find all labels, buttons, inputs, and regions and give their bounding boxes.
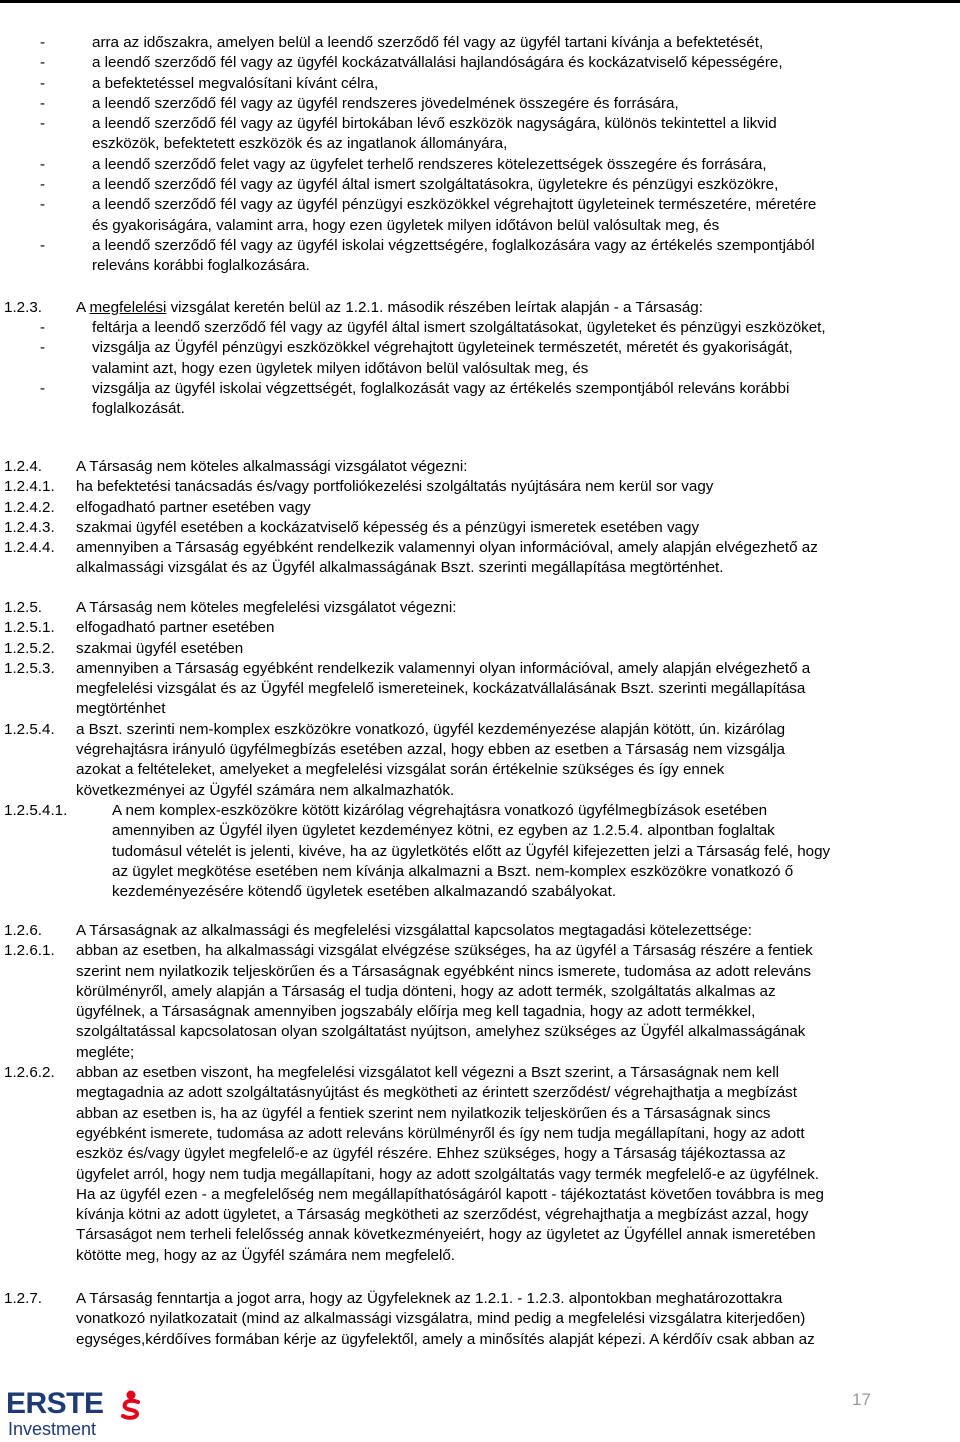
paragraph-line: megfelelési vizsgálat és az Ügyfél megfelelő ismereteinek, kockázatvállalásának Bszt. szerinti megállapítása xyxy=(76,680,806,698)
section-number: 1.2.4. xyxy=(4,458,42,475)
section-number: 1.2.4.4. xyxy=(4,539,55,557)
section-number: 1.2.5.1. xyxy=(4,619,55,637)
heading-post: vizsgálat keretén belül az 1.2.1. második részében leírtak alapján - a Társaság: xyxy=(166,299,703,316)
paragraph-line: körülményről, amely alapján a Társaság el tudja dönteni, hogy az adott termék, szolgáltatás alkalmas az xyxy=(76,982,776,1000)
section-number: 1.2.5.4. xyxy=(4,720,55,738)
numbered-paragraph xyxy=(0,941,950,1063)
dash-list-item xyxy=(0,53,950,73)
list-item-text: valamint azt, hogy ezen ügyletek milyen időtávon belül valósultak meg, és xyxy=(92,359,589,377)
paragraph-line: szolgáltatással kapcsolatosan olyan szolgáltatást nyújtson, amelyhez szükséges az Ügyfél alkalmasságának xyxy=(76,1023,806,1041)
list-item-text: a leendő szerződő fél vagy az ügyfél birtokában lévő eszközök nagyságára, különös tekintettel a likvid xyxy=(92,115,777,133)
section-number: 1.2.5.4.1. xyxy=(4,802,68,819)
numbered-paragraph xyxy=(0,618,950,638)
paragraph-line: A Társaságnak az alkalmassági és megfelelési vizsgálattal kapcsolatos megtagadási kötelezettsége: xyxy=(76,922,752,939)
list-item-text: eszközök, befektetett eszközök és az ingatlanok állományára, xyxy=(92,135,508,153)
dash-marker: - xyxy=(40,34,46,51)
list-item-text: releváns korábbi foglalkozására. xyxy=(92,257,310,275)
numbered-heading xyxy=(0,298,950,318)
dash-list-item xyxy=(0,379,950,420)
paragraph-line: Társaságot nem terheli felelősség annak következményeiért, hogy az ügyletet az Ügyféllel annak ismeretében xyxy=(76,1226,816,1244)
logo-wordmark: ERSTE xyxy=(6,1387,104,1420)
dash-marker: - xyxy=(40,176,46,194)
paragraph-line: kötötte meg, hogy az az Ügyfél számára nem megfelelő. xyxy=(76,1246,456,1264)
dash-list-item xyxy=(0,155,950,175)
dash-marker: - xyxy=(40,196,46,214)
numbered-paragraph xyxy=(0,639,950,659)
paragraph-line: tudomásul vételét is jelenti, kivéve, ha az ügyletkötés előtt az Ügyfél kifejezetten jelzi a Társaság felé, hogy xyxy=(112,842,831,860)
dash-list-item xyxy=(0,33,950,53)
section-number: 1.2.3. xyxy=(4,299,42,316)
paragraph-line: A Társaság nem köteles megfelelési vizsgálatot végezni: xyxy=(76,599,457,616)
section-number: 1.2.5. xyxy=(4,599,42,616)
numbered-paragraph xyxy=(0,720,950,801)
top-rule xyxy=(0,0,960,3)
section-number: 1.2.6. xyxy=(4,922,42,939)
paragraph-line: szakmai ügyfél esetében a kockázatviselő képesség és a pénzügyi ismeretek esetében vagy xyxy=(76,518,700,536)
dash-marker: - xyxy=(40,94,46,112)
dash-list-item xyxy=(0,195,950,236)
paragraph-line: szerint nem nyilatkozik teljeskörűen és a Társaságnak egyébként nincs ismerete, tudomása az adott releváns xyxy=(76,962,812,980)
dash-list-item xyxy=(0,236,950,277)
numbered-paragraph xyxy=(0,538,950,579)
paragraph-line: alkalmassági vizsgálat és az Ügyfél alkalmasságának Bszt. szerinti megállapítása megtörténhet. xyxy=(76,559,724,577)
paragraph-line: ügyfelet arról, hogy nem tudja megállapítani, hogy az adott szolgáltatás vagy termék megfelelő-e az ügyfélnek. xyxy=(76,1165,819,1183)
paragraph-line: amennyiben a Társaság egyébként rendelkezik valamennyi olyan információval, amely alapján elvégezhető az xyxy=(76,539,818,557)
paragraph-line: kívánja kötni az adott ügyletet, a Társaság megkötheti az szerződést, végrehajthatja a megbízást azzal, hogy xyxy=(76,1206,809,1224)
dash-list-item xyxy=(0,114,950,155)
paragraph-line: A nem komplex-eszközökre kötött kizárólag végrehajtásra vonatkozó ügyfélmegbízások esetében xyxy=(112,802,768,819)
list-item-text: a leendő szerződő fél vagy az ügyfél rendszeres jövedelmének összegére és forrására, xyxy=(92,94,679,112)
paragraph-line: ha befektetési tanácsadás és/vagy portfoliókezelési szolgáltatás nyújtására nem kerül sor vagy xyxy=(76,478,714,496)
numbered-paragraph xyxy=(0,801,950,903)
paragraph-line: a Bszt. szerinti nem-komplex eszközökre vonatkozó, ügyfél kezdeményezése alapján kötött, ún. kizárólag xyxy=(76,720,786,738)
paragraph-line: eszköz és/vagy ügylet megfelelő-e az ügyfél részére. Ehhez szükséges, hogy a Társaság tájékoztassa az xyxy=(76,1145,786,1163)
dash-list-item xyxy=(0,318,950,338)
numbered-paragraph xyxy=(0,1063,950,1266)
paragraph-line: azokat a feltételeket, amelyeket a megfelelési vizsgálat során értékelnie szükséges és így ennek xyxy=(76,761,725,779)
page-number: 17 xyxy=(852,1390,871,1409)
section-number: 1.2.4.3. xyxy=(4,518,55,536)
dash-marker: - xyxy=(40,319,46,336)
dash-list-item xyxy=(0,338,950,379)
numbered-paragraph xyxy=(0,518,950,538)
paragraph-line: megléte; xyxy=(76,1043,135,1061)
dash-list-item xyxy=(0,94,950,114)
dash-marker: - xyxy=(40,155,46,173)
dash-marker: - xyxy=(40,237,46,254)
dash-marker: - xyxy=(40,74,46,92)
paragraph-line: egyébként ismerete, tudomása az adott releváns körülményről és így nem tudja megállapítani, hogy az adott xyxy=(76,1124,805,1142)
paragraph-line: A Társaság nem köteles alkalmassági vizsgálatot végezni: xyxy=(76,458,468,475)
numbered-paragraph xyxy=(0,498,950,518)
page-footer xyxy=(0,1376,960,1442)
dash-marker: - xyxy=(40,115,46,133)
paragraph-line: megtagadnia az adott szolgáltatásnyújtást és megkötheti az érintett szerződést/ végrehajthatja a megbízást xyxy=(76,1084,797,1102)
paragraph-line: A Társaság fenntartja a jogot arra, hogy az Ügyfeleknek az 1.2.1. - 1.2.3. alpontokban meghatározottakra xyxy=(76,1290,783,1307)
paragraph-line: az ügylet megkötése esetében nem kívánja alkalmazni a Bszt. nem-komplex eszközökre vonatkozó ő xyxy=(112,862,794,880)
numbered-paragraph xyxy=(0,659,950,720)
numbered-paragraph xyxy=(0,921,950,941)
paragraph-line: vonatkozó nyilatkozatait (mind az alkalmassági vizsgálatra, mind pedig a megfelelési vizsgálatra kiterjedően) xyxy=(76,1310,806,1328)
list-item-text: a leendő szerződő felet vagy az ügyfelet terhelő rendszeres kötelezettségek összegére és forrására, xyxy=(92,155,767,173)
section-number: 1.2.5.2. xyxy=(4,639,55,657)
list-item-text: és gyakoriságára, valamint arra, hogy ezen ügyletek milyen időtávon belül valósultak meg, és xyxy=(92,216,720,234)
paragraph-line: végrehajtásra irányuló ügyfélmegbízás esetében azzal, hogy ebben az esetben a Társaság nem vizsgálja xyxy=(76,741,785,759)
paragraph-line: abban az esetben viszont, ha megfelelési vizsgálatot kell végezni a Bszt szerint, a Társaságnak nem kell xyxy=(76,1064,779,1082)
list-item-text: arra az időszakra, amelyen belül a leendő szerződő fél vagy az ügyfél tartani kívánja a befektetését, xyxy=(92,34,764,51)
paragraph-line: amennyiben az Ügyfél ilyen ügyletet kezdeményez kötni, ez egyben az 1.2.5.4. alpontban foglaltak xyxy=(112,822,775,840)
dash-marker: - xyxy=(40,54,46,72)
paragraph-line: ügyfélnek, a Társaságnak amennyiben jogszabály előírja meg kell tagadnia, hogy az adott termékkel, xyxy=(76,1003,756,1021)
paragraph-line: egységes,kérdőíves formában kérje az ügyfelektől, amely a minősítés alapját képezi. A kérdőív csak abban az xyxy=(76,1330,815,1348)
paragraph-line: elfogadható partner esetében vagy xyxy=(76,498,311,516)
dash-marker: - xyxy=(40,379,46,397)
numbered-paragraph xyxy=(0,457,950,477)
paragraph-line: szakmai ügyfél esetében xyxy=(76,639,244,657)
list-item-text: a befektetéssel megvalósítani kívánt célra, xyxy=(92,74,379,92)
list-item-text: a leendő szerződő fél vagy az ügyfél kockázatvállalási hajlandóságára és kockázatviselő képességére, xyxy=(92,54,783,72)
paragraph-line: elfogadható partner esetében xyxy=(76,619,275,637)
list-item-text: feltárja a leendő szerződő fél vagy az ügyfél által ismert szolgáltatásokat, ügyleteket és pénzügyi eszközöket, xyxy=(92,319,826,336)
heading-line xyxy=(76,298,950,318)
numbered-paragraph xyxy=(0,477,950,497)
paragraph-line: kezdeményezésére kötendő ügyletek esetében alkalmazandó szabályokat. xyxy=(112,883,617,901)
heading-pre: A xyxy=(76,299,90,316)
paragraph-line: Ha az ügyfél ezen - a megfelelőség nem megállapíthatóságáról kapott - tájékoztatást követően továbbra is meg xyxy=(76,1185,824,1203)
paragraph-line: következményei az Ügyfél számára nem alkalmazhatók. xyxy=(76,781,455,799)
section-number: 1.2.6.2. xyxy=(4,1064,55,1082)
heading-underlined: megfelelési xyxy=(89,299,167,316)
dash-list-item xyxy=(0,175,950,195)
erste-investment-logo xyxy=(6,1388,156,1440)
list-item-text: a leendő szerződő fél vagy az ügyfél által ismert szolgáltatásokra, ügyletekre és pénzügyi eszközökre, xyxy=(92,176,779,194)
paragraph-line: megtörténhet xyxy=(76,700,166,718)
section-number: 1.2.7. xyxy=(4,1290,42,1307)
logo-subtitle: Investment xyxy=(8,1419,97,1439)
paragraph-line: abban az esetben is, ha az ügyfél a fentiek szerint nem nyilatkozik teljeskörűen és a Társaságnak sincs xyxy=(76,1104,771,1122)
section-number: 1.2.6.1. xyxy=(4,942,55,960)
list-item-text: vizsgálja az ügyfél iskolai végzettségét, foglalkozását vagy az értékelés szempontjából releváns korábbi xyxy=(92,379,790,397)
section-number: 1.2.5.3. xyxy=(4,659,55,677)
list-item-text: vizsgálja az Ügyfél pénzügyi eszközökkel végrehajtott ügyleteinek természetét, méretét és gyakoriságát, xyxy=(92,339,793,357)
dash-list-item xyxy=(0,74,950,94)
section-number: 1.2.4.2. xyxy=(4,498,55,516)
numbered-paragraph xyxy=(0,598,950,618)
numbered-paragraph xyxy=(0,1289,950,1350)
paragraph-line: amennyiben a Társaság egyébként rendelkezik valamennyi olyan információval, amely alapján elvégezhető a xyxy=(76,659,811,677)
list-item-text: a leendő szerződő fél vagy az ügyfél iskolai végzettségére, foglalkozására vagy az értékelés szempontjából xyxy=(92,237,815,254)
erste-s-icon xyxy=(120,1390,142,1420)
paragraph-line: abban az esetben, ha alkalmassági vizsgálat elvégzése szükséges, ha az ügyfél a Társaság részére a fentiek xyxy=(76,942,813,960)
section-number: 1.2.4.1. xyxy=(4,478,55,496)
dash-marker: - xyxy=(40,339,46,357)
list-item-text: foglalkozását. xyxy=(92,400,185,418)
list-item-text: a leendő szerződő fél vagy az ügyfél pénzügyi eszközökkel végrehajtott ügyleteinek természetére, méretére xyxy=(92,196,817,214)
